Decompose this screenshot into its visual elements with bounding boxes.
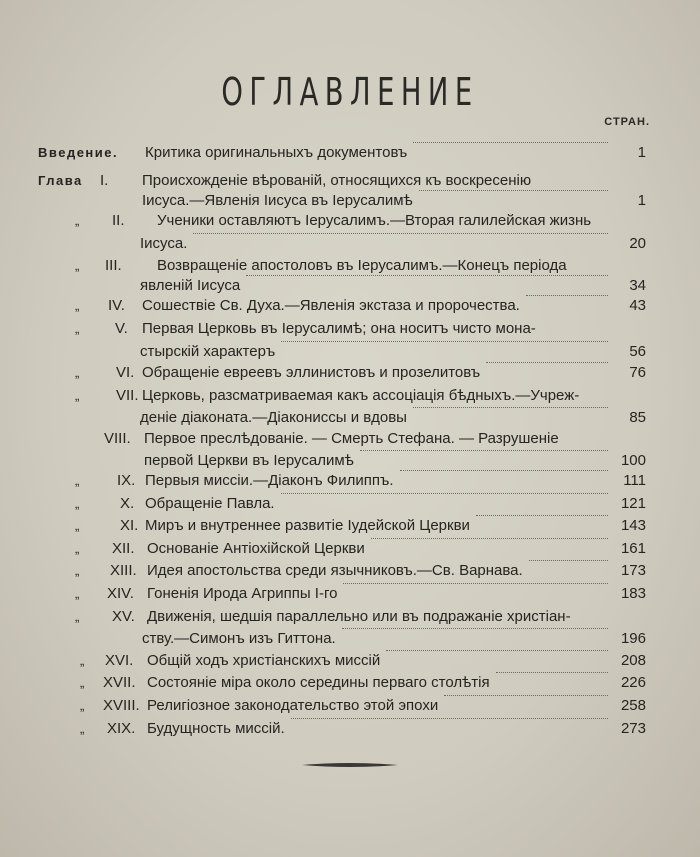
toc-entry[interactable] xyxy=(0,142,700,164)
chapter-number: XII. xyxy=(112,540,135,557)
toc-entry[interactable] xyxy=(0,672,700,694)
chapter-number: XVII. xyxy=(103,674,136,691)
ditto-mark: „ xyxy=(75,518,80,533)
dot-leader xyxy=(496,672,608,673)
toc-entry[interactable] xyxy=(0,695,700,717)
page-number: 161 xyxy=(620,540,646,557)
chapter-number: IX. xyxy=(117,472,136,489)
toc-entry[interactable] xyxy=(0,718,700,740)
toc-entry[interactable] xyxy=(0,606,700,628)
dot-leader xyxy=(281,341,608,342)
entry-title: Первая Церковь въ Іерусалимѣ; она носитъ чисто мона- xyxy=(142,320,536,337)
entry-title: Церковь, разсматриваемая какъ ассоціація бѣдныхъ.—Учреж- xyxy=(142,387,580,404)
chapter-number: X. xyxy=(120,495,135,512)
chapter-number: I. xyxy=(100,172,109,189)
page-number: 121 xyxy=(620,495,646,512)
page-column-header: СТРАН. xyxy=(604,116,650,128)
ditto-mark: „ xyxy=(75,473,80,488)
ditto-mark: „ xyxy=(75,258,80,273)
entry-title-continued: ству.—Симонъ изъ Гиттона. xyxy=(142,630,336,647)
page-number: 20 xyxy=(629,235,646,252)
dot-leader xyxy=(342,628,608,629)
toc-entry[interactable] xyxy=(0,560,700,582)
toc-entry[interactable] xyxy=(0,255,700,277)
entry-label: Глава xyxy=(38,173,83,188)
entry-title-continued: деніе діаконата.—Діакониссы и вдовы xyxy=(140,409,407,426)
toc-entry[interactable] xyxy=(0,295,700,317)
ditto-mark: „ xyxy=(75,609,80,624)
dot-leader xyxy=(371,538,608,539)
page-number: 1 xyxy=(637,192,646,209)
toc-entry-continuation xyxy=(0,628,700,650)
ditto-mark: „ xyxy=(80,698,85,713)
entry-title: Возвращеніе апостоловъ въ Іерусалимъ.—Конецъ періода xyxy=(157,257,567,274)
entry-title-continued: Іисуса. xyxy=(140,235,188,252)
dot-leader xyxy=(386,650,608,651)
chapter-number: IV. xyxy=(108,297,125,314)
toc-entry[interactable] xyxy=(0,210,700,232)
ditto-mark: „ xyxy=(75,213,80,228)
toc-entry-continuation xyxy=(0,233,700,255)
entry-title: Ученики оставляютъ Іерусалимъ.—Вторая галилейская жизнь xyxy=(157,212,592,229)
page-number: 273 xyxy=(620,720,646,737)
dot-leader xyxy=(343,583,608,584)
entry-title: Движенія, шедшія параллельно или въ подражаніе христіан- xyxy=(147,608,571,625)
chapter-number: XVIII. xyxy=(103,697,140,714)
dot-leader xyxy=(526,295,608,296)
toc-entry-continuation xyxy=(0,190,700,212)
dot-leader xyxy=(281,493,608,494)
page-number: 183 xyxy=(620,585,646,602)
dot-leader xyxy=(486,362,608,363)
chapter-number: XIX. xyxy=(107,720,136,737)
chapter-number: III. xyxy=(105,257,122,274)
toc-entry[interactable] xyxy=(0,470,700,492)
toc-entry[interactable] xyxy=(0,362,700,384)
dot-leader xyxy=(444,695,608,696)
entry-title: Обращеніе Павла. xyxy=(145,495,275,512)
toc-entry[interactable] xyxy=(0,493,700,515)
toc-entry[interactable] xyxy=(0,583,700,605)
entry-title: Гоненія Ирода Агриппы І-го xyxy=(147,585,338,602)
chapter-number: XI. xyxy=(120,517,139,534)
page-title: ОГЛАВЛЕНИЕ xyxy=(221,70,479,114)
page-number: 208 xyxy=(620,652,646,669)
ditto-mark: „ xyxy=(80,721,85,736)
entry-title-continued: первой Церкви въ Іерусалимѣ xyxy=(144,452,354,469)
page-number: 196 xyxy=(620,630,646,647)
ditto-mark: „ xyxy=(75,541,80,556)
toc-entry[interactable] xyxy=(0,318,700,340)
page-number: 76 xyxy=(629,364,646,381)
toc-entry-continuation xyxy=(0,407,700,429)
entry-title: Первое преслѣдованіе. — Смерть Стефана. — Разрушеніе xyxy=(144,430,559,447)
entry-title: Будущность миссій. xyxy=(147,720,285,737)
chapter-number: II. xyxy=(112,212,125,229)
ditto-mark: „ xyxy=(75,496,80,511)
toc-entry[interactable] xyxy=(0,538,700,560)
entry-title-continued: Іисуса.—Явленія Іисуса въ Іерусалимѣ xyxy=(142,192,413,209)
dot-leader xyxy=(413,142,608,143)
entry-label: Введение. xyxy=(38,145,119,160)
page-number: 173 xyxy=(620,562,646,579)
entry-title: Состояніе міра около середины перваго столѣтія xyxy=(147,674,490,691)
ditto-mark: „ xyxy=(75,298,80,313)
entry-title: Религіозное законодательство этой эпохи xyxy=(147,697,439,714)
page-number: 85 xyxy=(629,409,646,426)
dot-leader xyxy=(193,233,608,234)
chapter-number: VI. xyxy=(116,364,135,381)
chapter-number: XIV. xyxy=(107,585,134,602)
toc-entry-continuation xyxy=(0,450,700,472)
dot-leader xyxy=(476,515,608,516)
entry-title-continued: явленій Іисуса xyxy=(140,277,241,294)
toc-entry[interactable] xyxy=(0,170,700,192)
ditto-mark: „ xyxy=(75,586,80,601)
page-number: 111 xyxy=(623,472,646,489)
entry-title: Сошествіе Св. Духа.—Явленія экстаза и пророчества. xyxy=(142,297,520,314)
chapter-number: XV. xyxy=(112,608,135,625)
dot-leader xyxy=(360,450,608,451)
toc-entry-continuation xyxy=(0,341,700,363)
toc-entry[interactable] xyxy=(0,650,700,672)
ornament-divider-icon xyxy=(300,762,400,768)
ditto-mark: „ xyxy=(75,321,80,336)
ditto-mark: „ xyxy=(75,563,80,578)
page-number: 258 xyxy=(620,697,646,714)
entry-title: Основаніе Антіохійской Церкви xyxy=(147,540,365,557)
dot-leader xyxy=(413,407,608,408)
dot-leader xyxy=(291,718,608,719)
page-number: 1 xyxy=(637,144,646,161)
page-number: 34 xyxy=(629,277,646,294)
chapter-number: VII. xyxy=(116,387,139,404)
entry-title: Происхожденіе вѣрованій, относящихся къ воскресенію xyxy=(142,172,532,189)
entry-title-continued: стырскій характеръ xyxy=(140,343,276,360)
toc-entry[interactable] xyxy=(0,428,700,450)
chapter-number: XIII. xyxy=(110,562,137,579)
chapter-number: V. xyxy=(115,320,128,337)
page-number: 226 xyxy=(620,674,646,691)
entry-title: Идея апостольства среди язычниковъ.—Св. Варнава. xyxy=(147,562,523,579)
page-number: 143 xyxy=(620,517,646,534)
page-number: 100 xyxy=(620,452,646,469)
ditto-mark: „ xyxy=(75,388,80,403)
toc-entry[interactable] xyxy=(0,385,700,407)
ditto-mark: „ xyxy=(80,653,85,668)
page-number: 43 xyxy=(629,297,646,314)
toc-entry-continuation xyxy=(0,275,700,297)
page-number: 56 xyxy=(629,343,646,360)
ditto-mark: „ xyxy=(75,365,80,380)
dot-leader xyxy=(529,560,608,561)
entry-title: Критика оригинальныхъ документовъ xyxy=(145,144,408,161)
dot-leader xyxy=(400,470,608,471)
entry-title: Обращеніе евреевъ эллинистовъ и прозелитовъ xyxy=(142,364,481,381)
entry-title: Общій ходъ христіанскихъ миссій xyxy=(147,652,381,669)
entry-title: Миръ и внутреннее развитіе Іудейской Церкви xyxy=(145,517,470,534)
chapter-number: VIII. xyxy=(104,430,131,447)
entry-title: Первыя миссіи.—Діаконъ Филиппъ. xyxy=(145,472,394,489)
toc-entry[interactable] xyxy=(0,515,700,537)
ditto-mark: „ xyxy=(80,675,85,690)
dot-leader xyxy=(246,275,608,276)
chapter-number: XVI. xyxy=(105,652,134,669)
dot-leader xyxy=(419,190,608,191)
